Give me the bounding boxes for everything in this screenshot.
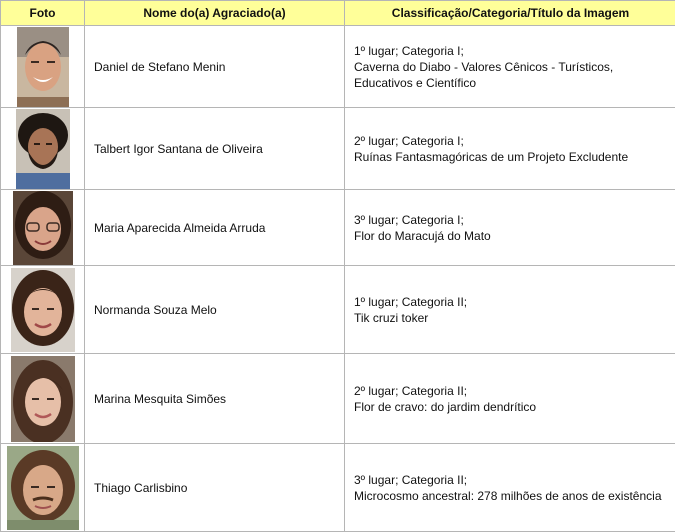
photo-cell: [1, 354, 85, 444]
image-title: Tik cruzi toker: [354, 310, 675, 326]
classification-rank: 1º lugar; Categoria II;: [354, 294, 675, 310]
table-row: [1, 266, 675, 354]
table-row: [1, 444, 675, 532]
awardee-name: Daniel de Stefano Menin: [85, 26, 345, 108]
portrait-woman-long-hair-icon: [11, 356, 75, 442]
classification-cell: [345, 354, 675, 444]
image-title: Flor do Maracujá do Mato: [354, 228, 675, 244]
col-classification-header: Classificação/Categoria/Título da Imagem: [345, 1, 675, 26]
table-row: [1, 190, 675, 266]
awardee-name: Maria Aparecida Almeida Arruda: [85, 190, 345, 266]
col-photo-header: Foto: [1, 1, 85, 26]
awardee-name: Thiago Carlisbino: [85, 444, 345, 532]
table-row: [1, 108, 675, 190]
classification-rank: 2º lugar; Categoria II;: [354, 383, 675, 399]
classification-rank: 2º lugar; Categoria I;: [354, 133, 675, 149]
header-row: [1, 1, 675, 26]
photo-cell: [1, 444, 85, 532]
awardee-name: Marina Mesquita Simões: [85, 354, 345, 444]
image-title: Flor de cravo: do jardim dendrítico: [354, 399, 675, 415]
classification-cell: [345, 190, 675, 266]
classification-cell: [345, 108, 675, 190]
image-title: Caverna do Diabo - Valores Cênicos - Turísticos,: [354, 59, 675, 75]
image-title: Ruínas Fantasmagóricas de um Projeto Excludente: [354, 149, 675, 165]
col-name-header: Nome do(a) Agraciado(a): [85, 1, 345, 26]
awardee-name: Talbert Igor Santana de Oliveira: [85, 108, 345, 190]
classification-cell: [345, 266, 675, 354]
classification-cell: [345, 444, 675, 532]
table-row: [1, 26, 675, 108]
portrait-man-long-hair-mustache-icon: [7, 446, 79, 530]
classification-rank: 1º lugar; Categoria I;: [354, 43, 675, 59]
photo-cell: [1, 266, 85, 354]
image-title: Microcosmo ancestral: 278 milhões de anos de existência: [354, 488, 675, 504]
portrait-man-smiling-icon: [17, 27, 69, 107]
classification-cell: [345, 26, 675, 108]
image-title-continued: Educativos e Científico: [354, 75, 675, 91]
classification-rank: 3º lugar; Categoria II;: [354, 472, 675, 488]
classification-rank: 3º lugar; Categoria I;: [354, 212, 675, 228]
portrait-woman-curly-hair-icon: [11, 268, 75, 352]
portrait-woman-glasses-icon: [13, 191, 73, 265]
photo-cell: [1, 26, 85, 108]
photo-cell: [1, 108, 85, 190]
table-row: [1, 354, 675, 444]
awardee-name: Normanda Souza Melo: [85, 266, 345, 354]
photo-cell: [1, 190, 85, 266]
portrait-man-curly-hair-beard-icon: [16, 109, 70, 189]
